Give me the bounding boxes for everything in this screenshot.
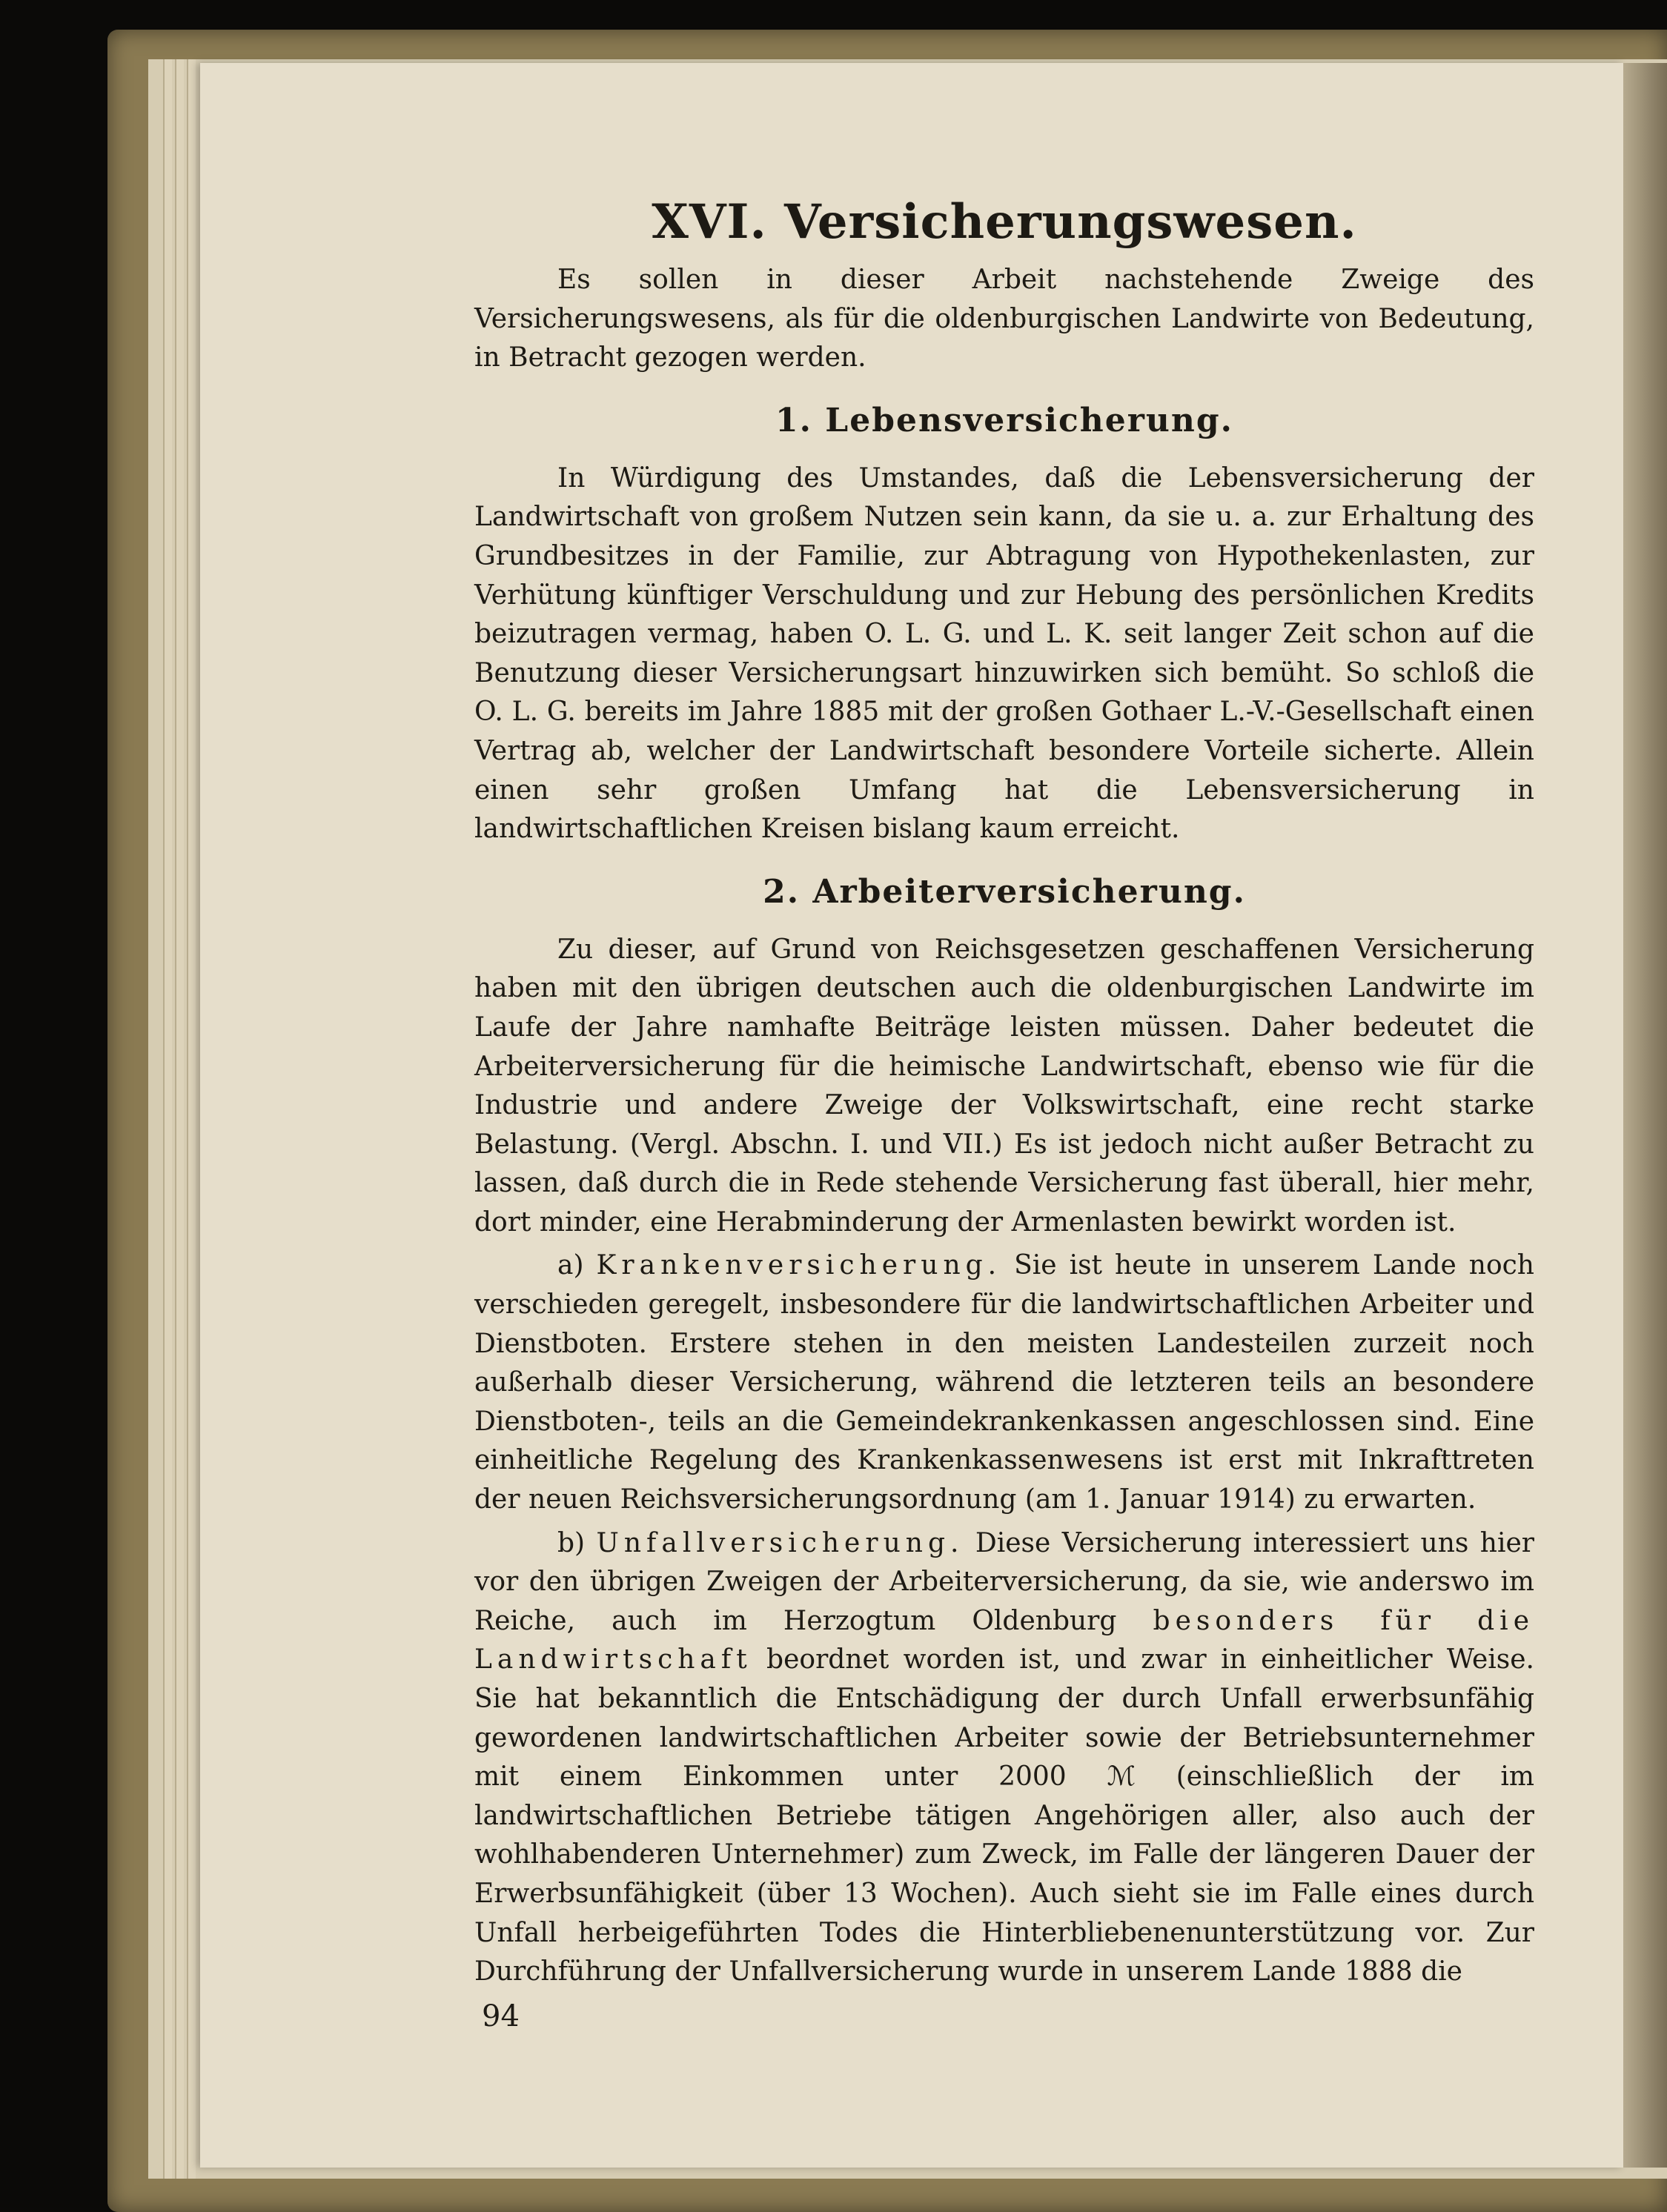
page-number: 94 [482, 1999, 520, 2033]
page-title: XVI. Versicherungswesen. [652, 194, 1357, 250]
page-edge [175, 59, 184, 2179]
page-content [474, 193, 1534, 1992]
accident-insurance-text-1: Diese Versicherung interessiert uns hier vor den übrigen Zweigen der Arbeiterversicherung, da sie, wie anderswo im Reiche, auch im Herzogtum Oldenburg [474, 1527, 1534, 1636]
accident-insurance-emphasis: besonders für die Landwirtschaft [474, 1605, 1535, 1675]
section-heading-life-insurance: 1. Lebensversicherung. [775, 401, 1233, 439]
worker-insurance-paragraph: Zu dieser, auf Grund von Reichsgesetzen geschaffenen Versicherung haben mit den übrigen deutschen auch die oldenburgischen Landwirte im Laufe der Jahre namhafte Beiträge leisten müssen. Daher bedeutet die Arbeiterversicherung für die heimische Landwirtschaft, ebenso wie für die Industrie und andere Zweige der Volkswirtschaft, eine recht starke Belastung. (Vergl. Abschn. I. und VII.) Es ist jedoch nicht außer Betracht zu lassen, daß durch die in Rede stehende Versicherung fast überall, hier mehr, dort minder, eine Herabminderung der Armenlasten bewirkt worden ist. [474, 934, 1534, 1238]
page-edge [163, 59, 172, 2179]
health-insurance-paragraph [474, 1246, 1534, 1519]
item-label-a: a) [557, 1250, 597, 1281]
section-heading-worker-insurance: 2. Arbeiterversicherung. [763, 872, 1246, 911]
accident-insurance-term: Unfallversicherung. [596, 1527, 964, 1558]
page-edge [187, 59, 196, 2179]
health-insurance-text: Sie ist heute in unserem Lande noch verschieden geregelt, insbesondere für die landwirtschaftlichen Arbeiter und Dienstboten. Erstere stehen in den meisten Landesteilen zurzeit noch außerhalb dieser Versicherung, während die letzteren teils an besondere Dienstboten-, teils an die Gemeindekrankenkassen angeschlossen sind. Eine einheitliche Regelung des Krankenkassenwesens ist erst mit Inkrafttreten der neuen Reichsversicherungsordnung (am 1. Januar 1914) zu erwarten. [474, 1250, 1534, 1515]
accident-insurance-text-2: beordnet worden ist, und zwar in einheitlicher Weise. Sie hat bekanntlich die Entschädigung der durch Unfall erwerbsunfähig gewordenen landwirtschaftlichen Arbeiter sowie der Betriebsunternehmer mit einem Einkommen unter 2000 ℳ (einschließlich der im landwirtschaftlichen Betriebe tätigen Angehörigen aller, also auch der wohlhabenderen Unternehmer) zum Zweck, im Falle der längeren Dauer der Erwerbsunfähigkeit (über 13 Wochen). Auch sieht sie im Falle eines durch Unfall herbeigeführten Todes die Hinterbliebenenunterstützung vor. Zur Durchführung der Unfallversicherung wurde in unserem Lande 1888 die [474, 1644, 1534, 1987]
item-label-b: b) [557, 1527, 597, 1558]
health-insurance-term: Krankenversicherung. [596, 1250, 1002, 1281]
book-gutter [1623, 63, 1667, 2168]
intro-paragraph: Es sollen in dieser Arbeit nachstehende Zweige des Versicherungswesens, als für die oldenburgischen Landwirte von Bedeutung, in Betracht gezogen werden. [474, 265, 1534, 373]
life-insurance-paragraph: In Würdigung des Umstandes, daß die Lebensversicherung der Landwirtschaft von großem Nutzen sein kann, da sie u. a. zur Erhaltung des Grundbesitzes in der Familie, zur Abtragung von Hypothekenlasten, zur Verhütung künftiger Verschuldung und zur Hebung des persönlichen Kredits beizutragen vermag, haben O. L. G. und L. K. seit langer Zeit schon auf die Benutzung dieser Versicherungsart hinzuwirken sich bemüht. So schloß die O. L. G. bereits im Jahre 1885 mit der großen Gothaer L.-V.-Gesellschaft einen Vertrag ab, welcher der Landwirtschaft besondere Vorteile sicherte. Allein einen sehr großen Umfang hat die Lebensversicherung in landwirtschaftlichen Kreisen bislang kaum erreicht. [474, 462, 1534, 845]
accident-insurance-paragraph [474, 1524, 1534, 1992]
